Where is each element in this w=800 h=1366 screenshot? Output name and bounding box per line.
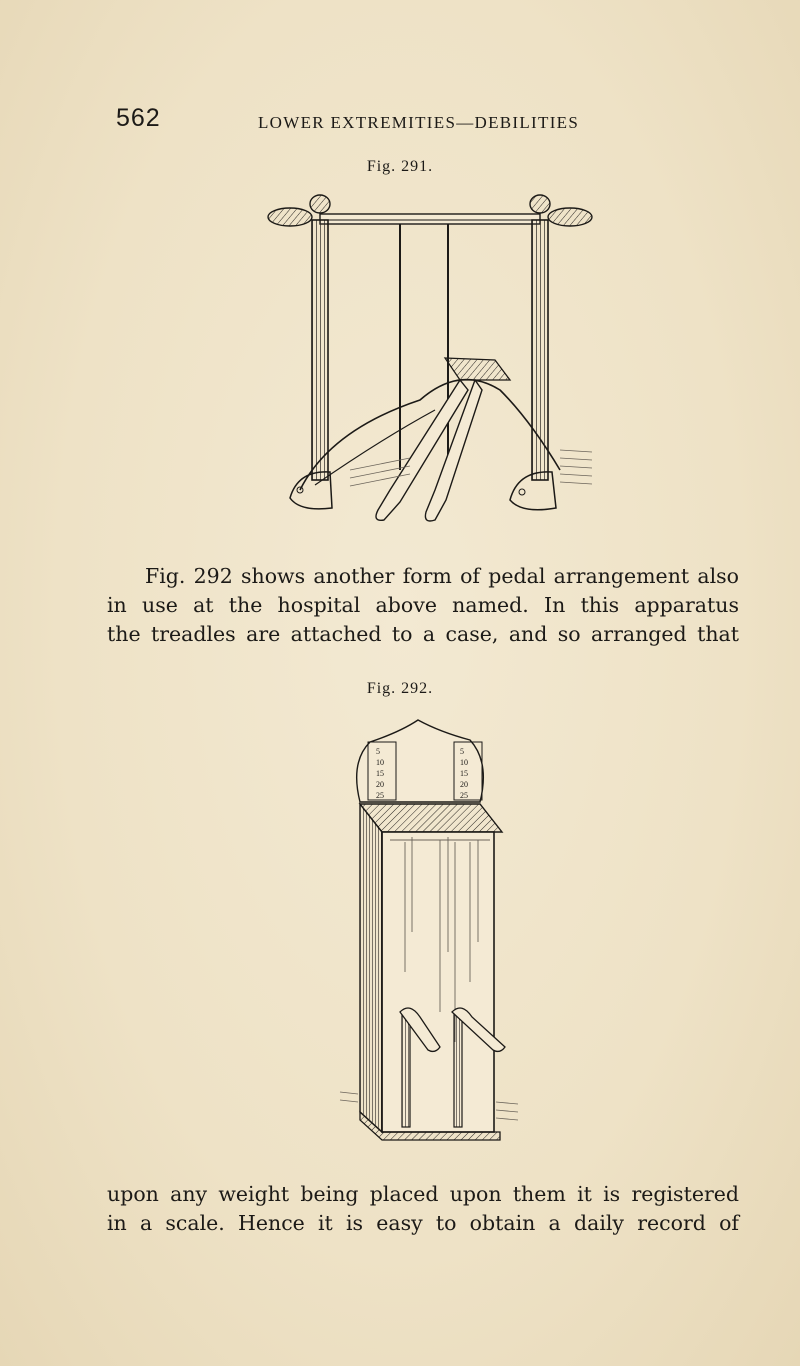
scale-right-5: 5 [460, 747, 464, 756]
figure-291-pedal-frame [260, 190, 600, 535]
paragraph-1-line-2: in use at the hospital above named. In this apparatus [107, 593, 739, 617]
paragraph-1-line-3: the treadles are attached to a case, and so arranged that [107, 622, 739, 646]
right-knob [548, 208, 592, 226]
case-side [360, 804, 382, 1132]
right-post [532, 220, 548, 480]
page-number: 562 [116, 104, 161, 132]
scale-left-20: 20 [376, 780, 384, 789]
scale-right-10: 10 [460, 758, 468, 767]
left-post [312, 220, 328, 480]
scale-right-25: 25 [460, 791, 468, 800]
figure-291-caption-number: 291. [401, 158, 434, 175]
case-top [360, 804, 502, 832]
scale-left-25: 25 [376, 791, 384, 800]
pedal-hinge-block [445, 358, 510, 380]
page-header [0, 104, 800, 144]
scale-left-10: 10 [376, 758, 384, 767]
paragraph-1 [107, 562, 739, 649]
scale-right-20: 20 [460, 780, 468, 789]
scale-left-15: 15 [376, 769, 384, 778]
case-front [382, 832, 494, 1132]
figure-292-caption-number: 292. [401, 680, 434, 697]
figure-291-caption [0, 158, 800, 176]
paragraph-2 [107, 1180, 739, 1238]
treadle-rod-right [454, 1012, 462, 1127]
running-title: LOWER EXTREMITIES—DEBILITIES [258, 113, 580, 132]
figure-292-pedal-case [330, 712, 520, 1152]
paragraph-1-line-1: Fig. 292 shows another form of pedal arrangement also [145, 564, 739, 588]
frame-top-bar [320, 214, 540, 224]
figure-292-caption [0, 680, 800, 698]
treadle-rod-left [402, 1012, 410, 1127]
paragraph-2-line-2: in a scale. Hence it is easy to obtain a daily record of [107, 1211, 739, 1235]
paragraph-2-line-1: upon any weight being placed upon them it is registered [107, 1182, 739, 1206]
scale-left-5: 5 [376, 747, 380, 756]
figure-291-caption-prefix: Fig. [366, 158, 397, 175]
scale-right-15: 15 [460, 769, 468, 778]
figure-292-caption-prefix: Fig. [366, 680, 397, 697]
left-knob [268, 208, 312, 226]
